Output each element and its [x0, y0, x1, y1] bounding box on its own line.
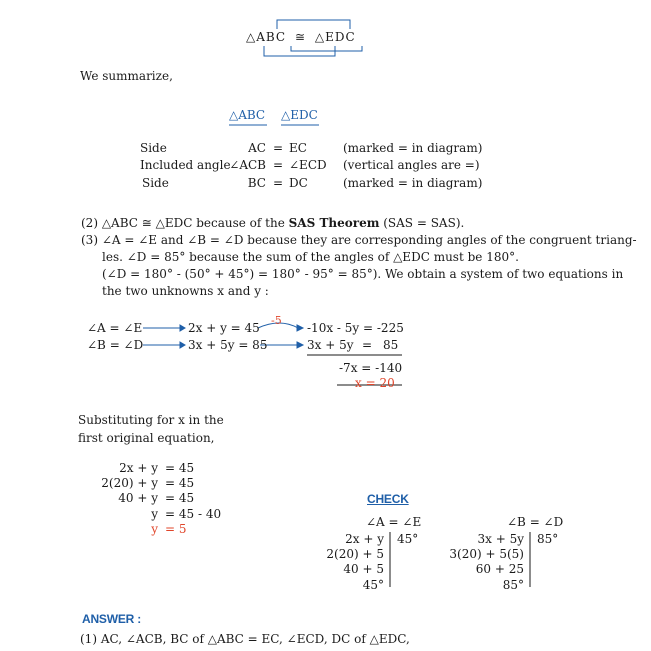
sub-lhs: y: [151, 522, 158, 536]
row-left: AC: [248, 141, 266, 155]
system-eq-1: 2x + y = 45: [188, 321, 260, 335]
step-2: [81, 216, 464, 230]
row-left: BC: [247, 176, 266, 190]
row-label: Side: [140, 141, 167, 155]
row-eq: =: [273, 158, 284, 172]
check-col1-rhs: 45°: [397, 532, 419, 546]
check-title: CHECK: [367, 492, 409, 506]
row-right: ∠ECD: [289, 158, 327, 172]
table-header-edc: △EDC: [281, 108, 318, 122]
row-note: (vertical angles are =): [343, 158, 480, 172]
sub-lhs: y: [151, 507, 158, 521]
sub-rhs: = 45 - 40: [165, 507, 222, 521]
system-multiplier: -5: [271, 314, 282, 327]
substitute-text: first original equation,: [78, 431, 215, 445]
system-result-2-lhs: 3x + 5y: [307, 338, 354, 352]
system-angle-1: ∠A = ∠E: [87, 321, 143, 335]
triangle-abc: △ABC: [246, 30, 287, 44]
system-angle-2: ∠B = ∠D: [87, 338, 144, 352]
table-header-abc: △ABC: [229, 108, 266, 122]
step-3-line: (3) ∠A = ∠E and ∠B = ∠D because they are corresponding angles of the congruent triang-: [81, 233, 637, 247]
row-label: Side: [142, 176, 169, 190]
system-eq-2: 3x + 5y = 85: [188, 338, 268, 352]
system-result-2-eq: =: [362, 338, 373, 352]
sub-rhs: = 5: [165, 522, 187, 536]
answer-line-1: (1) AC, ∠ACB, BC of △ABC = EC, ∠ECD, DC of △EDC,: [80, 632, 410, 646]
triangle-edc: △EDC: [314, 30, 356, 44]
row-right: DC: [289, 176, 308, 190]
check-col1-head: ∠A = ∠E: [366, 515, 422, 529]
sub-rhs: = 45: [165, 476, 195, 490]
step-3-line: (∠D = 180° - (50° + 45°) = 180° - 95° = 85°). We obtain a system of two equations in: [102, 267, 624, 281]
check-col1-line: 2x + y: [345, 532, 384, 546]
system-result-1: -10x - 5y = -225: [307, 321, 404, 335]
step-3-line: les. ∠D = 85° because the sum of the angles of △EDC must be 180°.: [102, 250, 519, 264]
answer-title: ANSWER :: [82, 612, 142, 626]
check-col2-head: ∠B = ∠D: [507, 515, 564, 529]
sub-lhs: 40 + y: [118, 491, 158, 505]
summarize-text: We summarize,: [80, 69, 173, 83]
row-note: (marked = in diagram): [343, 176, 483, 190]
check-col2-line: 85°: [502, 578, 524, 592]
sub-rhs: = 45: [165, 491, 195, 505]
row-left: ∠ACB: [229, 158, 266, 172]
check-col1-line: 45°: [362, 578, 384, 592]
sub-lhs: 2(20) + y: [101, 476, 158, 490]
substitute-text: Substituting for x in the: [78, 413, 224, 427]
system-sum: -7x = -140: [339, 361, 403, 375]
step-2-bold: SAS Theorem: [288, 216, 380, 230]
row-eq: =: [273, 141, 284, 155]
check-col2-line: 3(20) + 5(5): [449, 547, 524, 561]
check-col1-line: 40 + 5: [343, 562, 384, 576]
step-3-line: the two unknowns x and y :: [102, 284, 269, 298]
system-result-2-rhs: 85: [383, 338, 399, 352]
check-col2-line: 3x + 5y: [477, 532, 524, 546]
sub-rhs: = 45: [165, 461, 195, 475]
row-right: EC: [289, 141, 307, 155]
row-label: Included angle: [140, 158, 231, 172]
step-2-post: (SAS = SAS).: [379, 216, 465, 230]
congruent-symbol: ≅: [294, 30, 307, 44]
row-note: (marked = in diagram): [343, 141, 483, 155]
sub-lhs: 2x + y: [119, 461, 158, 475]
check-col2-line: 60 + 25: [475, 562, 524, 576]
step-2-pre: (2) △ABC ≅ △EDC because of the: [81, 216, 289, 230]
check-col2-rhs: 85°: [537, 532, 559, 546]
check-col1-line: 2(20) + 5: [326, 547, 384, 561]
x-value: x = 20: [355, 376, 395, 390]
row-eq: =: [273, 176, 284, 190]
